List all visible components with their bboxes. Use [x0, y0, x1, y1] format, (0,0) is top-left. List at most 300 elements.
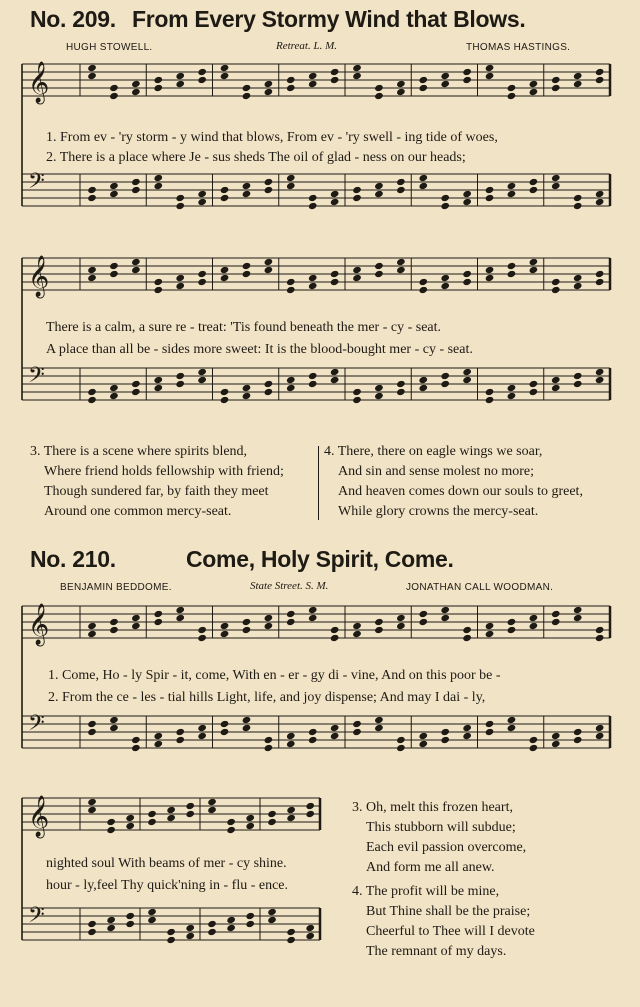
note-head [220, 64, 230, 72]
note-head [242, 262, 252, 270]
note-head [551, 76, 561, 84]
stanza-line: 4. There, there on eagle wings we soar, [324, 444, 543, 459]
note-head [396, 266, 406, 274]
note-head [551, 278, 561, 286]
note-head [595, 76, 605, 84]
note-head [175, 282, 185, 290]
hymn-210-verse2-line1: 2. From the ce - les - tial hills Light, life, and joy dispense; And may I dai - ly, [48, 690, 486, 705]
note-head [352, 266, 362, 274]
note-head [131, 744, 141, 752]
hymn-209-stanza-4 [324, 442, 583, 522]
stanza-line: Each evil passion overcome, [366, 840, 527, 855]
note-head [440, 380, 450, 388]
note-head [242, 190, 252, 198]
note-head [197, 76, 207, 84]
note-head [264, 744, 274, 752]
note-head [242, 384, 252, 392]
note-head [185, 924, 195, 932]
note-head [226, 916, 236, 924]
note-head [267, 908, 277, 916]
stanza-line: 4. The profit will be mine, [352, 884, 500, 899]
note-head [153, 278, 163, 286]
note-head [529, 178, 539, 186]
note-head [330, 634, 340, 642]
note-head [595, 278, 605, 286]
hymn-210-stanza-3 [352, 798, 526, 878]
note-head [396, 736, 406, 744]
note-head [153, 618, 163, 626]
note-head [242, 270, 252, 278]
note-head [573, 736, 583, 744]
hymn-210-composer: JONATHAN CALL WOODMAN. [406, 582, 554, 593]
note-head [573, 728, 583, 736]
note-head [153, 732, 163, 740]
note-head [595, 376, 605, 384]
note-head [308, 614, 318, 622]
note-head [485, 388, 495, 396]
note-head [109, 384, 119, 392]
note-head [106, 916, 116, 924]
note-head [264, 622, 274, 630]
note-head [418, 76, 428, 84]
note-head [308, 80, 318, 88]
note-head [197, 68, 207, 76]
note-head [197, 732, 207, 740]
note-head [197, 368, 207, 376]
note-head [418, 84, 428, 92]
note-head [207, 798, 217, 806]
note-head [529, 80, 539, 88]
note-head [551, 740, 561, 748]
note-head [551, 376, 561, 384]
note-head [308, 606, 318, 614]
hymn-209-verse2-line1: 2. There is a place where Je - sus sheds The oil of glad - ness on our heads; [46, 150, 466, 165]
note-head [396, 744, 406, 752]
note-head [352, 630, 362, 638]
note-head [109, 270, 119, 278]
note-head [109, 392, 119, 400]
note-head [418, 286, 428, 294]
note-head [245, 822, 255, 830]
note-head [396, 614, 406, 622]
note-head [440, 736, 450, 744]
hymn-209-verse1-line1: 1. From ev - 'ry storm - y wind that blows, From ev - 'ry swell - ing tide of woes, [46, 130, 498, 145]
note-head [153, 182, 163, 190]
note-head [573, 72, 583, 80]
note-head [87, 928, 97, 936]
note-head [175, 194, 185, 202]
note-head [529, 266, 539, 274]
note-head [125, 920, 135, 928]
note-head [286, 618, 296, 626]
note-head [485, 396, 495, 404]
note-head [396, 186, 406, 194]
hymn-210-verse2-line2: hour - ly,feel Thy quick'ning in - flu - ence. [46, 878, 289, 893]
note-head [529, 614, 539, 622]
note-head [286, 740, 296, 748]
note-head [220, 388, 230, 396]
note-head [507, 716, 517, 724]
note-head [308, 380, 318, 388]
note-head [305, 810, 315, 818]
note-head [374, 92, 384, 100]
note-head [166, 806, 176, 814]
note-head [374, 190, 384, 198]
stanza-line: 3. There is a scene where spirits blend, [30, 444, 248, 459]
stanza-line: This stubborn will subdue; [366, 820, 516, 835]
note-head [352, 396, 362, 404]
note-head [267, 916, 277, 924]
note-head [352, 194, 362, 202]
note-head [207, 920, 217, 928]
stanza-divider [318, 446, 319, 520]
note-head [462, 278, 472, 286]
note-head [87, 266, 97, 274]
note-head [462, 626, 472, 634]
note-head [305, 802, 315, 810]
note-head [153, 740, 163, 748]
note-head [109, 92, 119, 100]
note-head [529, 380, 539, 388]
hymn-210-title: Come, Holy Spirit, Come. [186, 546, 454, 572]
note-head [440, 274, 450, 282]
note-head [507, 626, 517, 634]
note-head [267, 818, 277, 826]
note-head [595, 198, 605, 206]
note-head [330, 376, 340, 384]
hymn-210-verse1-line1: 1. Come, Ho - ly Spir - it, come, With en - er - gy di - vine, And on this poor be - [48, 668, 501, 683]
note-head [573, 202, 583, 210]
note-head [185, 810, 195, 818]
note-head [485, 64, 495, 72]
note-head [87, 630, 97, 638]
note-head [374, 392, 384, 400]
note-head [220, 630, 230, 638]
note-head [87, 720, 97, 728]
note-head [507, 384, 517, 392]
note-head [220, 194, 230, 202]
note-head [131, 266, 141, 274]
music-system-210-1 [22, 600, 612, 770]
hymn-210-stanza-4 [352, 882, 535, 962]
note-head [330, 68, 340, 76]
note-head [462, 76, 472, 84]
note-head [485, 274, 495, 282]
note-head [374, 626, 384, 634]
note-head [286, 278, 296, 286]
note-head [125, 814, 135, 822]
note-head [245, 920, 255, 928]
note-head [573, 380, 583, 388]
hymn-210-number: No. 210. [30, 546, 116, 572]
note-head [197, 634, 207, 642]
note-head [595, 368, 605, 376]
note-head [242, 618, 252, 626]
note-head [352, 186, 362, 194]
note-head [147, 908, 157, 916]
note-head [485, 728, 495, 736]
note-head [374, 618, 384, 626]
note-head [131, 80, 141, 88]
hymn-209-verse2-line2: A place than all be - sides more sweet: It is the blood-bought mer - cy - seat. [46, 342, 473, 357]
note-head [440, 72, 450, 80]
note-head [197, 376, 207, 384]
note-head [264, 266, 274, 274]
note-head [551, 84, 561, 92]
note-head [286, 928, 296, 936]
note-head [131, 88, 141, 96]
note-head [573, 606, 583, 614]
note-head [418, 174, 428, 182]
note-head [147, 818, 157, 826]
note-head [242, 716, 252, 724]
note-head [330, 368, 340, 376]
note-head [226, 826, 236, 834]
note-head [308, 372, 318, 380]
note-head [595, 190, 605, 198]
note-head [507, 84, 517, 92]
note-head [197, 190, 207, 198]
note-head [308, 282, 318, 290]
note-head [242, 626, 252, 634]
hymn-210-author: BENJAMIN BEDDOME. [60, 582, 172, 593]
note-head [197, 198, 207, 206]
hymn-209-tune: Retreat. L. M. [276, 40, 337, 52]
note-head [595, 626, 605, 634]
note-head [197, 724, 207, 732]
note-head [242, 84, 252, 92]
note-head [418, 376, 428, 384]
note-head [264, 80, 274, 88]
note-head [573, 194, 583, 202]
note-head [507, 270, 517, 278]
note-head [507, 618, 517, 626]
treble-clef: 𝄞 [28, 256, 50, 297]
note-head [207, 928, 217, 936]
note-head [286, 814, 296, 822]
note-head [440, 80, 450, 88]
note-head [175, 202, 185, 210]
note-head [462, 368, 472, 376]
hymn-210-tune: State Street. S. M. [250, 580, 329, 592]
note-head [131, 186, 141, 194]
stanza-line: While glory crowns the mercy-seat. [338, 504, 539, 519]
note-head [131, 736, 141, 744]
note-head [197, 270, 207, 278]
note-head [242, 92, 252, 100]
stanza-line: Cheerful to Thee will I devote [366, 924, 535, 939]
note-head [418, 732, 428, 740]
note-head [264, 88, 274, 96]
note-head [529, 88, 539, 96]
note-head [529, 736, 539, 744]
note-head [286, 174, 296, 182]
note-head [462, 732, 472, 740]
note-head [109, 84, 119, 92]
note-head [485, 720, 495, 728]
note-head [352, 388, 362, 396]
note-head [507, 392, 517, 400]
note-head [131, 178, 141, 186]
note-head [153, 76, 163, 84]
note-head [106, 818, 116, 826]
treble-clef: 𝄞 [28, 796, 50, 837]
hymn-209-number: No. 209. [30, 6, 116, 32]
note-head [308, 72, 318, 80]
note-head [264, 614, 274, 622]
note-head [308, 736, 318, 744]
hymn-209-title: From Every Stormy Wind that Blows. [132, 6, 526, 32]
note-head [507, 182, 517, 190]
note-head [207, 806, 217, 814]
hymn-209-verse1-line2: There is a calm, a sure re - treat: 'Tis found beneath the mer - cy - seat. [46, 320, 442, 335]
stanza-line: Where friend holds fellowship with friend; [44, 464, 284, 479]
treble-clef: 𝄞 [28, 62, 50, 103]
note-head [573, 80, 583, 88]
note-head [551, 610, 561, 618]
note-head [374, 182, 384, 190]
bass-clef: 𝄢 [28, 363, 45, 393]
note-head [264, 178, 274, 186]
note-head [153, 610, 163, 618]
note-head [352, 274, 362, 282]
note-head [462, 376, 472, 384]
note-head [267, 810, 277, 818]
note-head [507, 724, 517, 732]
hymn-209-author: HUGH STOWELL. [66, 42, 153, 53]
note-head [485, 72, 495, 80]
note-head [440, 202, 450, 210]
note-head [175, 80, 185, 88]
note-head [286, 806, 296, 814]
note-head [197, 626, 207, 634]
note-head [106, 826, 116, 834]
note-head [440, 372, 450, 380]
note-head [264, 736, 274, 744]
note-head [374, 270, 384, 278]
stanza-line: 3. Oh, melt this frozen heart, [352, 800, 513, 815]
note-head [529, 186, 539, 194]
note-head [308, 194, 318, 202]
note-head [440, 194, 450, 202]
note-head [87, 920, 97, 928]
note-head [330, 190, 340, 198]
note-head [551, 732, 561, 740]
note-head [109, 724, 119, 732]
music-system-209-2 [22, 252, 612, 422]
note-head [197, 278, 207, 286]
note-head [175, 728, 185, 736]
stanza-line: And sin and sense molest no more; [338, 464, 534, 479]
note-head [87, 194, 97, 202]
note-head [330, 270, 340, 278]
note-head [551, 174, 561, 182]
note-head [573, 614, 583, 622]
note-head [286, 286, 296, 294]
note-head [264, 380, 274, 388]
note-head [245, 814, 255, 822]
note-head [396, 622, 406, 630]
note-head [396, 80, 406, 88]
note-head [573, 274, 583, 282]
note-head [166, 928, 176, 936]
note-head [529, 622, 539, 630]
note-head [440, 606, 450, 614]
note-head [109, 262, 119, 270]
note-head [264, 388, 274, 396]
note-head [551, 286, 561, 294]
note-head [220, 266, 230, 274]
note-head [374, 262, 384, 270]
note-head [595, 732, 605, 740]
note-head [440, 614, 450, 622]
note-head [220, 186, 230, 194]
note-head [551, 618, 561, 626]
note-head [109, 182, 119, 190]
note-head [286, 384, 296, 392]
note-head [352, 622, 362, 630]
note-head [242, 724, 252, 732]
hymn-209-stanza-3 [30, 442, 284, 522]
note-head [264, 186, 274, 194]
note-head [462, 68, 472, 76]
note-head [330, 278, 340, 286]
note-head [396, 258, 406, 266]
note-head [125, 912, 135, 920]
note-head [308, 728, 318, 736]
note-head [330, 76, 340, 84]
note-head [418, 278, 428, 286]
note-head [220, 622, 230, 630]
note-head [529, 258, 539, 266]
note-head [352, 64, 362, 72]
note-head [87, 798, 97, 806]
note-head [374, 84, 384, 92]
note-head [462, 270, 472, 278]
note-head [440, 728, 450, 736]
note-head [226, 818, 236, 826]
note-head [374, 384, 384, 392]
stanza-line: The remnant of my days. [366, 944, 507, 959]
note-head [418, 610, 428, 618]
note-head [153, 174, 163, 182]
note-head [131, 258, 141, 266]
note-head [507, 190, 517, 198]
note-head [109, 618, 119, 626]
note-head [131, 622, 141, 630]
hymn-209-composer: THOMAS HASTINGS. [466, 42, 571, 53]
note-head [595, 724, 605, 732]
note-head [507, 92, 517, 100]
bass-clef: 𝄢 [28, 169, 45, 199]
note-head [573, 282, 583, 290]
note-head [175, 614, 185, 622]
note-head [551, 384, 561, 392]
note-head [330, 724, 340, 732]
note-head [286, 76, 296, 84]
stanza-line: Though sundered far, by faith they meet [44, 484, 269, 499]
note-head [330, 732, 340, 740]
note-head [485, 266, 495, 274]
note-head [220, 396, 230, 404]
note-head [396, 178, 406, 186]
stanza-line: And form me all anew. [366, 860, 495, 875]
note-head [220, 728, 230, 736]
note-head [485, 630, 495, 638]
note-head [87, 396, 97, 404]
note-head [374, 724, 384, 732]
note-head [125, 822, 135, 830]
